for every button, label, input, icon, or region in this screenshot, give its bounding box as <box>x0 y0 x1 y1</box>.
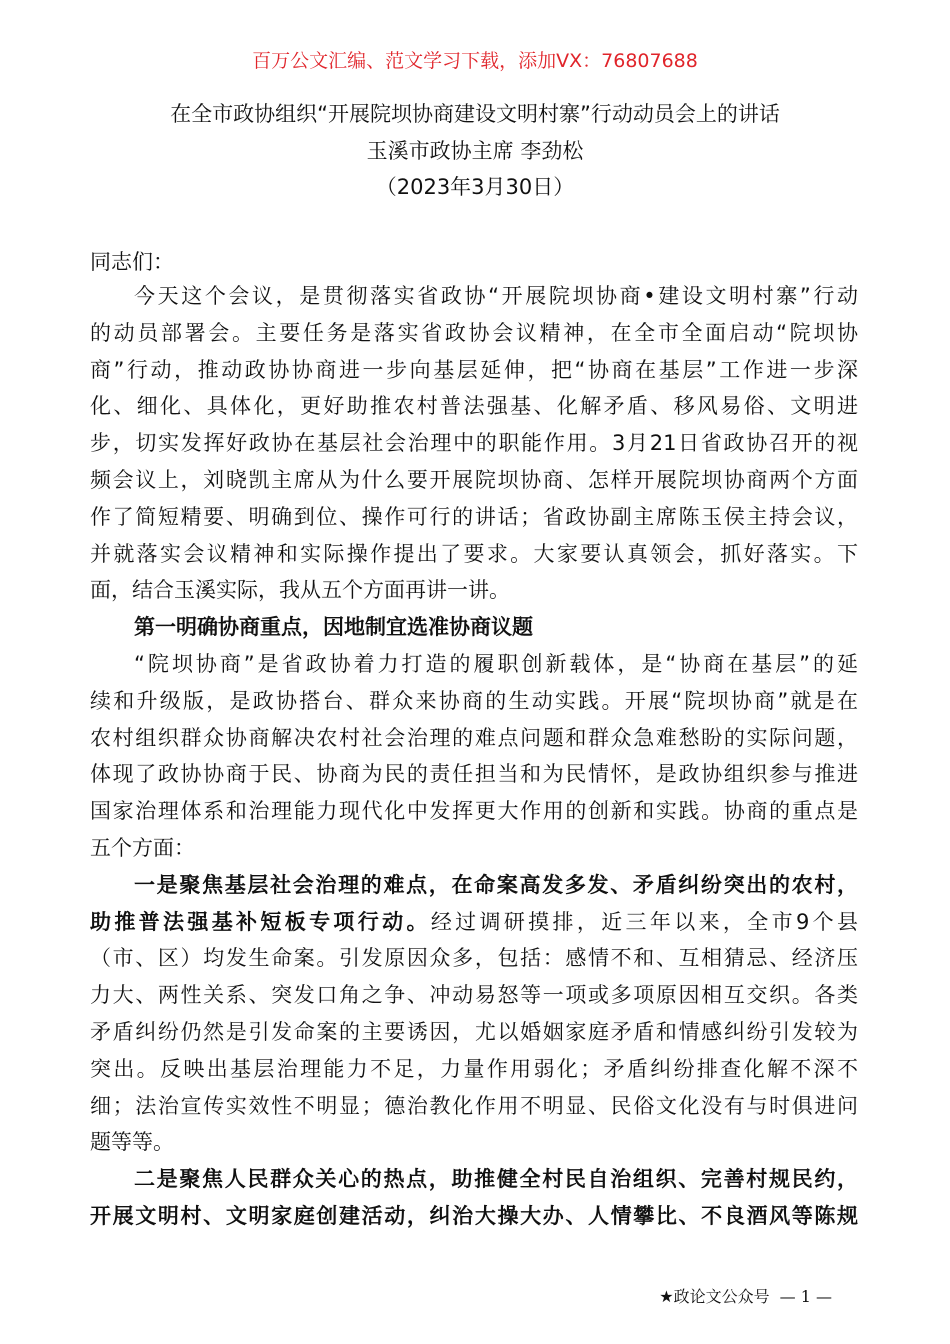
text-line: 题等等。 <box>90 1130 174 1155</box>
text-line: 第一明确协商重点，因地制宜选准协商议题 <box>134 615 533 640</box>
document-body <box>90 281 858 1238</box>
text-line: 的动员部署会。主要任务是落实省政协会议精神，在全市全面启动“院坝协 <box>90 320 858 345</box>
text-line: 农村组织群众协商解决农村社会治理的难点问题和群众急难愁盼的实际问题， <box>90 725 858 750</box>
text-line: 二是聚焦人民群众关心的热点，助推健全村民自治组织、完善村规民约， <box>134 1167 858 1192</box>
text-line: 续和升级版，是政协搭台、群众来协商的生动实践。开展“院坝协商”就是在 <box>90 688 858 713</box>
bold-text: 助推普法强基补短板专项行动。 <box>90 909 431 934</box>
text-line: 面，结合玉溪实际，我从五个方面再讲一讲。 <box>90 578 510 603</box>
text-line: 化、细化、具体化，更好助推农村普法强基、化解矛盾、移风易俗、文明进 <box>90 394 858 419</box>
greeting: 同志们： <box>90 250 174 274</box>
paragraph <box>90 649 858 870</box>
speech-title: 在全市政协组织“开展院坝协商建设文明村寨”行动动员会上的讲话 <box>170 102 780 126</box>
text-line: 并就落实会议精神和实际操作提出了要求。大家要认真领会，抓好落实。下 <box>90 541 858 566</box>
section-heading <box>90 612 858 649</box>
page-number: — 1 — <box>779 1287 832 1306</box>
text-line <box>90 870 858 907</box>
text-line: 力大、两性关系、突发口角之争、冲动易怒等一项或多项原因相互交织。各类 <box>90 983 858 1008</box>
bold-text: 一是聚焦基层社会治理的难点，在命案高发多发、矛盾纠纷突出的农村， <box>134 872 858 897</box>
text-line: 国家治理体系和治理能力现代化中发挥更大作用的创新和实践。协商的重点是 <box>90 799 858 824</box>
text-line: （市、区）均发生命案。引发原因众多，包括：感情不和、互相猜忌、经济压 <box>90 946 858 971</box>
text-run: 经过调研摸排，近三年以来，全市9个县 <box>430 909 859 934</box>
text-line: 作了简短精要、明确到位、操作可行的讲话；省政协副主席陈玉侯主持会议， <box>90 504 858 529</box>
paragraph <box>90 1164 858 1238</box>
text-line: “院坝协商”是省政协着力打造的履职创新载体，是“协商在基层”的延 <box>134 651 858 676</box>
footer-source: ★政论文公众号 <box>659 1287 770 1306</box>
watermark-banner: 百万公文汇编、范文学习下载，添加VX：76807688 <box>252 50 698 72</box>
text-line: 商”行动，推动政协协商进一步向基层延伸，把“协商在基层”工作进一步深 <box>90 357 858 382</box>
text-line: 体现了政协协商于民、协商为民的责任担当和为民情怀，是政协组织参与推进 <box>90 762 858 787</box>
text-line: 细；法治宣传实效性不明显；德治教化作用不明显、民俗文化没有与时俱进问 <box>90 1093 858 1118</box>
text-line: 矛盾纠纷仍然是引发命案的主要诱因，尤以婚姻家庭矛盾和情感纠纷引发较为 <box>90 1019 858 1044</box>
text-line: 频会议上，刘晓凯主席从为什么要开展院坝协商、怎样开展院坝协商两个方面 <box>90 467 858 492</box>
text-line: 突出。反映出基层治理能力不足，力量作用弱化；矛盾纠纷排查化解不深不 <box>90 1056 858 1081</box>
page-footer <box>659 1284 832 1307</box>
paragraph <box>90 281 858 612</box>
text-line: 步，切实发挥好政协在基层社会治理中的职能作用。3月21日省政协召开的视 <box>90 431 858 456</box>
speech-date: （2023年3月30日） <box>375 175 575 199</box>
text-line <box>90 907 858 944</box>
text-line: 开展文明村、文明家庭创建活动，纠治大操大办、人情攀比、不良酒风等陈规 <box>90 1203 858 1228</box>
text-line: 五个方面： <box>90 835 195 860</box>
paragraph <box>90 870 858 1164</box>
text-line: 今天这个会议，是贯彻落实省政协“开展院坝协商•建设文明村寨”行动 <box>134 284 858 308</box>
speaker-line: 玉溪市政协主席 李劲松 <box>366 139 584 163</box>
